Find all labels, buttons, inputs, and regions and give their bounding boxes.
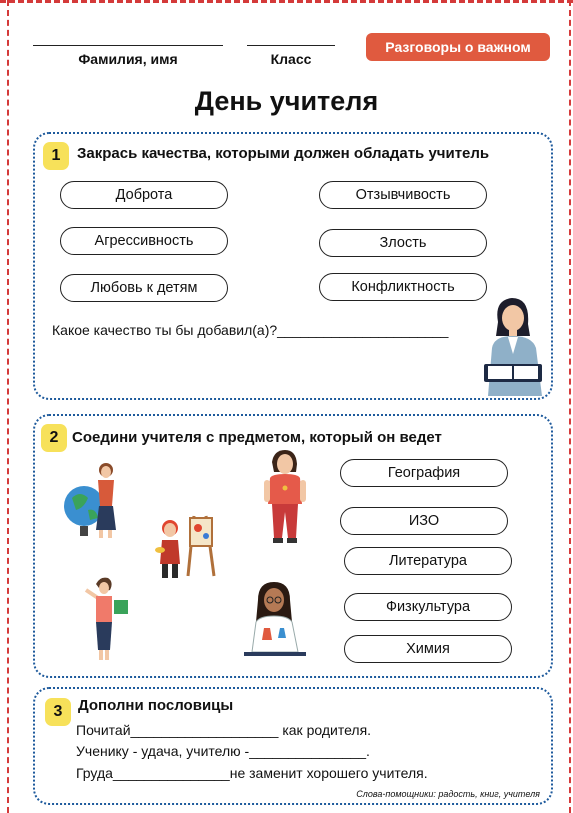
section-heading: Закрась качества, которыми должен обладать учитель xyxy=(77,145,490,162)
literature-teacher-illustration[interactable] xyxy=(80,576,132,662)
page-border-right xyxy=(569,0,571,813)
section-number: 1 xyxy=(43,142,69,170)
section-number: 3 xyxy=(45,698,71,726)
chemistry-teacher-illustration[interactable] xyxy=(244,578,306,658)
page-border-left xyxy=(7,0,9,813)
section-qualities xyxy=(33,132,553,400)
helper-words: Слова-помощники: радость, книг, учителя xyxy=(356,789,540,799)
quality-option[interactable]: Агрессивность xyxy=(60,227,228,255)
teacher-with-book-illustration xyxy=(480,292,550,396)
proverb-line[interactable]: Ученику - удача, учителю -_______________. xyxy=(76,743,370,759)
quality-option[interactable]: Доброта xyxy=(60,181,228,209)
subject-option[interactable]: География xyxy=(340,459,508,487)
subject-option[interactable]: ИЗО xyxy=(340,507,508,535)
quality-option[interactable]: Отзывчивость xyxy=(319,181,487,209)
page-border-top xyxy=(0,0,573,6)
subject-option[interactable]: Литература xyxy=(344,547,512,575)
name-label: Фамилия, имя xyxy=(78,51,178,67)
geography-teacher-illustration[interactable] xyxy=(62,460,128,538)
class-line[interactable] xyxy=(247,45,335,46)
class-label: Класс xyxy=(270,51,312,67)
art-teacher-illustration[interactable] xyxy=(156,510,218,582)
pe-teacher-illustration[interactable] xyxy=(262,448,308,544)
quality-option[interactable]: Злость xyxy=(319,229,487,257)
section-heading: Дополни пословицы xyxy=(78,697,234,714)
section-heading: Соедини учителя с предметом, который он ведет xyxy=(72,429,442,446)
name-line[interactable] xyxy=(33,45,223,46)
section-number: 2 xyxy=(41,424,67,452)
subject-option[interactable]: Химия xyxy=(344,635,512,663)
proverb-line[interactable]: Груда_______________не заменит хорошего учителя. xyxy=(76,765,428,781)
page-title: День учителя xyxy=(194,86,379,116)
proverb-line[interactable]: Почитай___________________ как родителя. xyxy=(76,722,372,738)
quality-option[interactable]: Любовь к детям xyxy=(60,274,228,302)
quality-option[interactable]: Конфликтность xyxy=(319,273,487,301)
subject-option[interactable]: Физкультура xyxy=(344,593,512,621)
topic-badge: Разговоры о важном xyxy=(366,33,550,61)
question-text[interactable]: Какое качество ты бы добавил(а)?______________________ xyxy=(52,322,449,338)
